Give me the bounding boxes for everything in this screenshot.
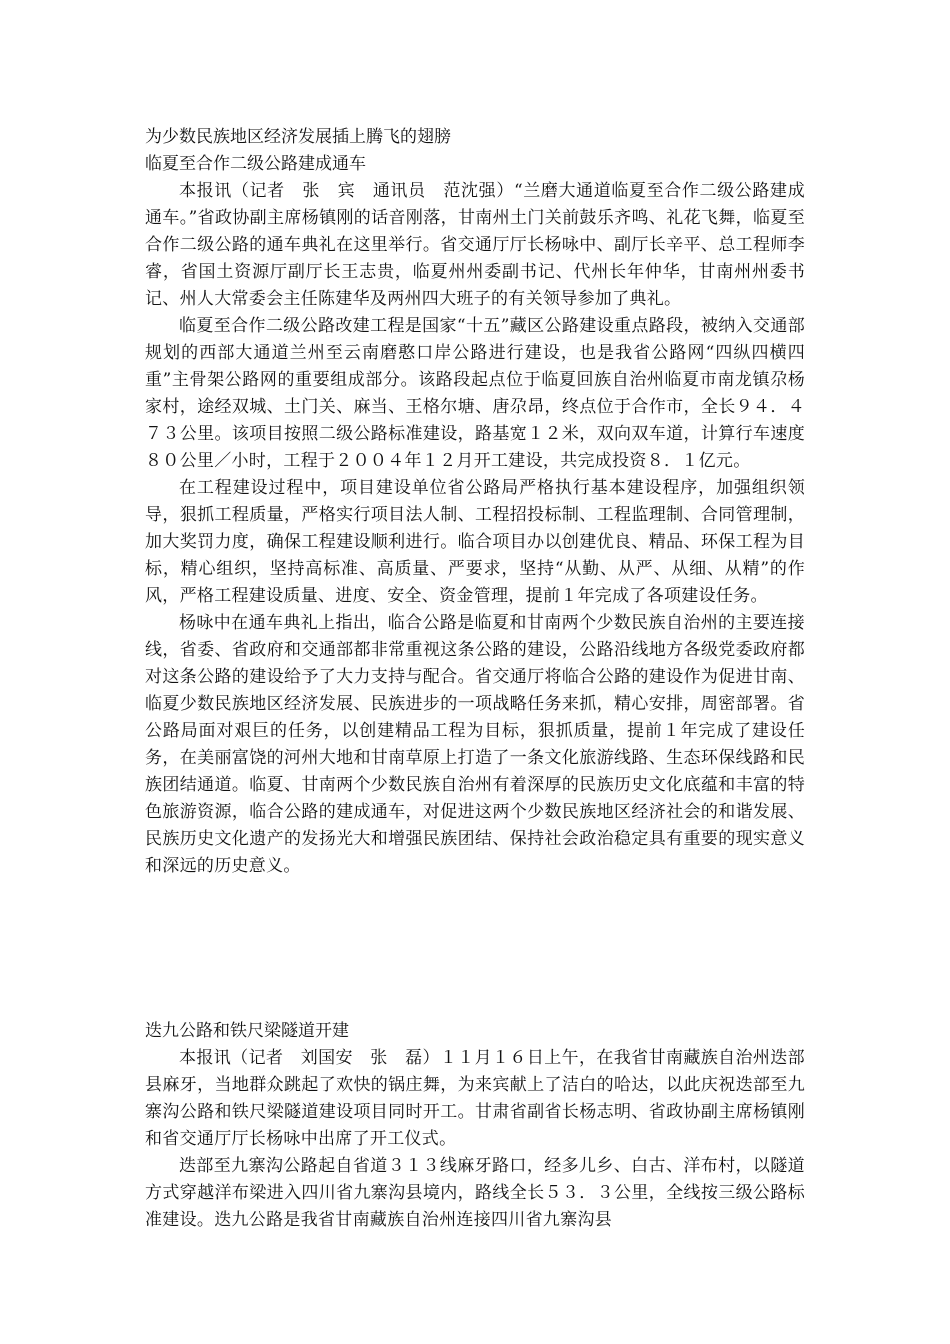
article-lin-he-road [145, 124, 805, 880]
article-subheadline: 临夏至合作二级公路建成通车 [145, 154, 366, 174]
article-paragraph: 本报讯（记者 张 宾 通讯员 范沈强）“兰磨大通道临夏至合作二级公路建成通车。”省政协副主席杨镇刚的话音刚落，甘南州土门关前鼓乐齐鸣、礼花飞舞，临夏至合作二级公路的通车典礼在这里举行。省交通厅厅长杨咏中、副厅长辛平、总工程师李睿，省国土资源厅副厅长王志贵，临夏州州委副书记、代州长年仲华，甘南州州委书记、州人大常委会主任陈建华及两州四大班子的有关领导参加了典礼。 [145, 181, 805, 309]
article-headline: 为少数民族地区经济发展插上腾飞的翅膀 [145, 127, 451, 147]
article-paragraph: 临夏至合作二级公路改建工程是国家“十五”藏区公路建设重点路段，被纳入交通部规划的西部大通道兰州至云南磨憨口岸公路进行建设，也是我省公路网“四纵四横四重”主骨架公路网的重要组成部分。该路段起点位于临夏回族自治州临夏市南龙镇尕杨家村，途经双城、土门关、麻当、王格尔塘、唐尕昂，终点位于合作市，全长９４．４７３公里。该项目按照二级公路标准建设，路基宽１２米，双向双车道，计算行车速度８０公里／小时，工程于２００４年１２月开工建设，共完成投资８．１亿元。 [145, 316, 805, 471]
article-die-jiu-road [145, 1018, 805, 1234]
article-paragraph: 杨咏中在通车典礼上指出，临合公路是临夏和甘南两个少数民族自治州的主要连接线，省委、省政府和交通部都非常重视这条公路的建设，公路沿线地方各级党委政府都对这条公路的建设给予了大力支持与配合。省交通厅将临合公路的建设作为促进甘南、临夏少数民族地区经济发展、民族进步的一项战略任务来抓，精心安排，周密部署。省公路局面对艰巨的任务，以创建精品工程为目标，狠抓质量，提前１年完成了建设任务，在美丽富饶的河州大地和甘南草原上打造了一条文化旅游线路、生态环保线路和民族团结通道。临夏、甘南两个少数民族自治州有着深厚的民族历史文化底蕴和丰富的特色旅游资源，临合公路的建成通车，对促进这两个少数民族地区经济社会的和谐发展、民族历史文化遗产的发扬光大和增强民族团结、保持社会政治稳定具有重要的现实意义和深远的历史意义。 [145, 613, 805, 876]
article-paragraph: 本报讯（记者 刘国安 张 磊）１１月１６日上午，在我省甘南藏族自治州迭部县麻牙，当地群众跳起了欢快的锅庄舞，为来宾献上了洁白的哈达，以此庆祝迭部至九寨沟公路和铁尺梁隧道建设项目同时开工。甘肃省副省长杨志明、省政协副主席杨镇刚和省交通厅厅长杨咏中出席了开工仪式。 [145, 1048, 805, 1149]
article-headline: 迭九公路和铁尺梁隧道开建 [145, 1021, 349, 1041]
article-paragraph: 在工程建设过程中，项目建设单位省公路局严格执行基本建设程序，加强组织领导，狠抓工程质量，严格实行项目法人制、工程招投标制、工程监理制、合同管理制，加大奖罚力度，确保工程建设顺利进行。临合项目办以创建优良、精品、环保工程为目标，精心组织，坚持高标准、高质量、严要求，坚持“从勤、从严、从细、从精”的作风，严格工程建设质量、进度、安全、资金管理，提前１年完成了各项建设任务。 [145, 478, 805, 606]
article-paragraph: 迭部至九寨沟公路起自省道３１３线麻牙路口，经多儿乡、白古、洋布村，以隧道方式穿越洋布梁进入四川省九寨沟县境内，路线全长５３．３公里，全线按三级公路标准建设。迭九公路是我省甘南藏族自治州连接四川省九寨沟县 [145, 1156, 805, 1230]
